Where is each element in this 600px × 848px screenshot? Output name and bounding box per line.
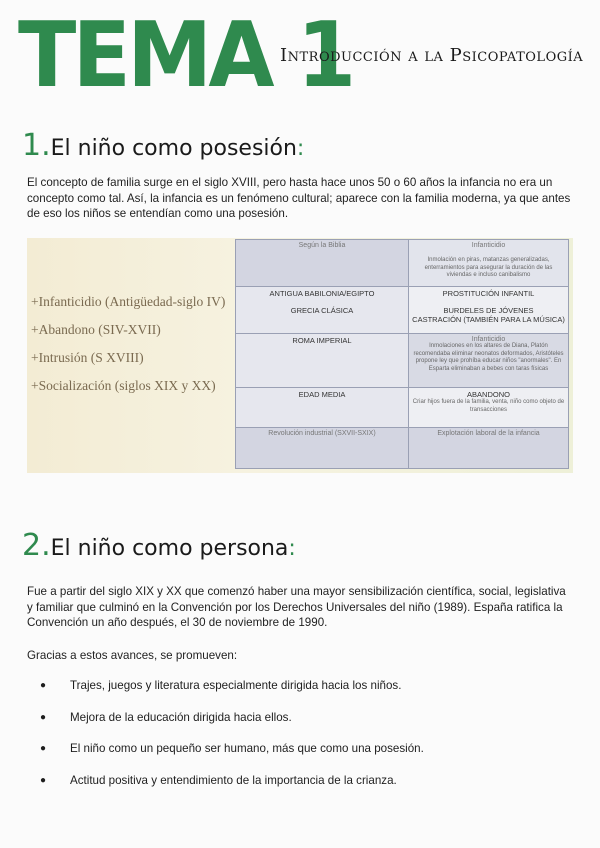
cell-text: Inmolación en piras, matanzas generalizadas, enterramientos para asegurar la duración de las viviendas e incluso canibalismo xyxy=(424,257,553,278)
table-cell xyxy=(409,388,569,428)
list-item-text: Actitud positiva y entendimiento de la importancia de la crianza. xyxy=(70,773,397,787)
table-cell: Explotación laboral de la infancia xyxy=(409,428,569,469)
list-item-text: Trajes, juegos y literatura especialmente dirigida hacia los niños. xyxy=(70,679,402,692)
section1-colon: : xyxy=(296,136,305,161)
page-subtitle: Introducción a la Psicopatología xyxy=(280,45,584,66)
cell-text: BURDELES DE JÓVENES xyxy=(443,306,534,315)
cell-text: ROMA IMPERIAL xyxy=(292,336,352,345)
section1-heading xyxy=(22,128,304,163)
section2-paragraph: Fue a partir del siglo XIX y XX que comenzó haber una mayor sensibilización científica, social, legislativa y familiar que culminó en la Convención por los Derechos Universales del niño (1989). España ratifica la Convención un año después, el 30 de noviembre de 1990. xyxy=(27,585,566,630)
table-cell xyxy=(409,334,569,388)
list-item-text: El niño como un pequeño ser humano, más que como una posesión. xyxy=(70,742,424,755)
table-cell xyxy=(409,287,569,334)
cell-text: Criar hijos fuera de la familia, venta, niño como objeto de transacciones xyxy=(412,399,565,413)
table-cell: Revolución industrial (SXVII-SXIX) xyxy=(236,428,409,469)
section2-heading xyxy=(22,528,296,563)
benefits-list xyxy=(40,678,580,804)
table-cell: Según la Biblia xyxy=(236,240,409,287)
period-item: +Abandono (SIV-XVII) xyxy=(31,322,161,337)
table-cell xyxy=(236,388,409,428)
cell-text: ANTIGUA BABILONIA/EGIPTO xyxy=(269,289,375,298)
period-item: +Infanticidio (Antigüedad-siglo IV) xyxy=(31,294,226,309)
cell-text: EDAD MEDIA xyxy=(298,390,346,399)
history-figure xyxy=(27,238,573,473)
list-item xyxy=(40,773,580,805)
list-item xyxy=(40,678,580,710)
bullet-icon: ● xyxy=(40,774,47,786)
period-item: +Intrusión (S XVIII) xyxy=(31,350,144,365)
cell-heading: Infanticidio xyxy=(471,242,506,249)
section1-title: El niño como posesión xyxy=(50,136,297,161)
table-cell xyxy=(236,334,409,388)
cell-text: GRECIA CLÁSICA xyxy=(290,306,354,315)
bullet-icon: ● xyxy=(40,743,47,754)
section2-colon: : xyxy=(288,536,296,561)
cell-text: Inmolaciones en los altares de Diana, Platón recomendaba eliminar neonatos deformados, Aristóteles propone ley que prohíba educar niños "anormales". En Esparta eliminaban a bebes con taras físicas xyxy=(413,343,564,372)
list-item xyxy=(40,710,580,742)
table-cell xyxy=(236,287,409,334)
period-item: +Socialización (siglos XIX y XX) xyxy=(31,378,216,393)
section2-number: 2. xyxy=(22,528,51,563)
bullet-icon: ● xyxy=(40,711,47,723)
section2-intro: Gracias a estos avances, se promueven: xyxy=(27,649,238,662)
section2-title: El niño como persona xyxy=(50,536,289,561)
list-item-text: Mejora de la educación dirigida hacia ellos. xyxy=(70,710,292,724)
table-cell xyxy=(409,240,569,287)
cell-text: CASTRACIÓN (TAMBIÉN PARA LA MÚSICA) xyxy=(412,315,565,324)
section1-paragraph: El concepto de familia surge en el siglo XVIII, pero hasta hace unos 50 o 60 años la infancia no era un concepto como tal. Así, la infancia es un fenómeno cultural; aparece con la familia moderna, ya que antes de eso los niños se entendían como una posesión. xyxy=(27,176,571,221)
cell-heading: Infanticidio xyxy=(471,336,506,343)
cell-heading: ABANDONO xyxy=(467,390,510,399)
section1-number: 1. xyxy=(22,128,51,163)
cell-text: PROSTITUCIÓN INFANTIL xyxy=(442,289,535,298)
page-title: TEMA 1 xyxy=(18,3,353,108)
bullet-icon: ● xyxy=(40,680,47,691)
list-item xyxy=(40,741,580,773)
period-list xyxy=(31,294,225,406)
history-table xyxy=(235,239,569,469)
